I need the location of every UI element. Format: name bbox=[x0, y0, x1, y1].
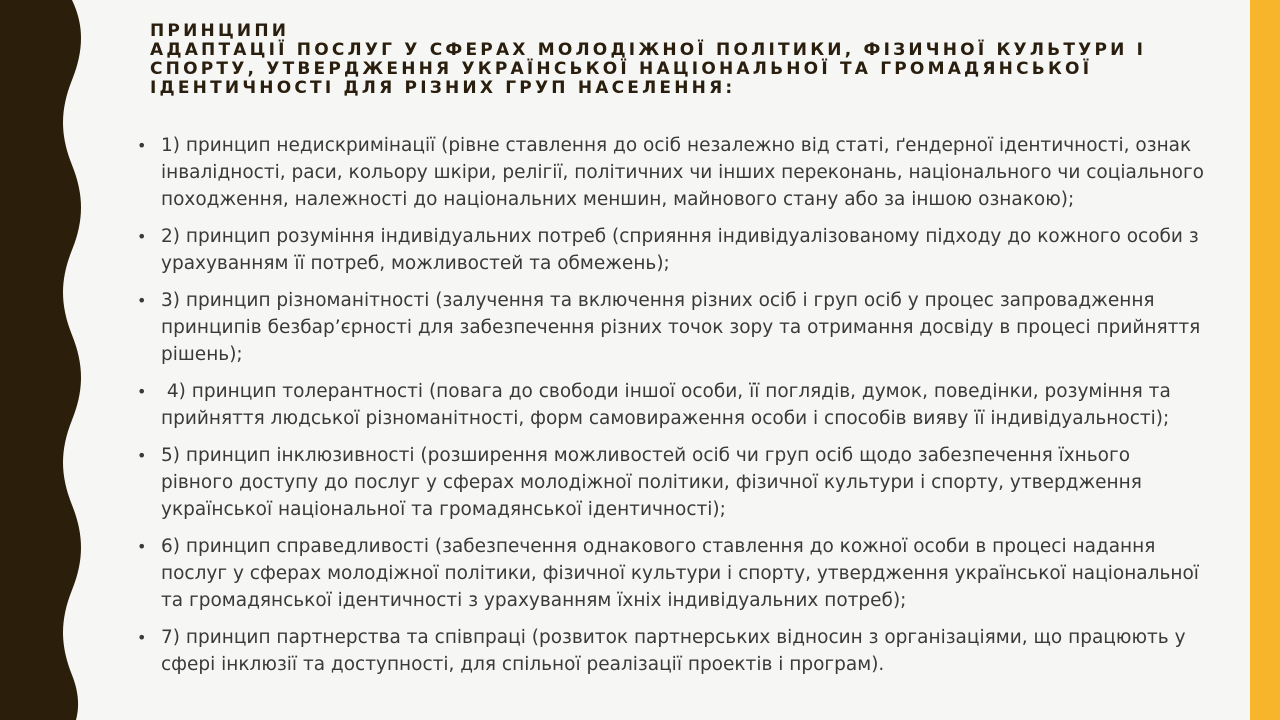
list-item bbox=[137, 533, 1207, 614]
title-line: АДАПТАЦІЇ ПОСЛУГ У СФЕРАХ МОЛОДІЖНОЇ ПОЛІТИКИ, ФІЗИЧНОЇ КУЛЬТУРИ І bbox=[150, 40, 1147, 60]
list-item bbox=[137, 442, 1207, 523]
bullet-icon: • bbox=[137, 628, 147, 647]
bullet-icon: • bbox=[137, 136, 147, 155]
bullet-icon: • bbox=[137, 382, 147, 401]
title-line: ПРИНЦИПИ bbox=[150, 21, 290, 41]
list-item bbox=[137, 132, 1207, 213]
list-item bbox=[137, 223, 1207, 277]
list-item-text: 3) принцип різноманітності (залучення та включення різних осіб і груп осіб у процес запровадження принципів безбар’єрності для забезпечення різних точок зору та отримання досвіду в процесі прийняття рішень); bbox=[161, 290, 1201, 365]
title-line: ІДЕНТИЧНОСТІ ДЛЯ РІЗНИХ ГРУП НАСЕЛЕННЯ: bbox=[150, 78, 736, 98]
list-item bbox=[137, 378, 1207, 432]
title-line: СПОРТУ, УТВЕРДЖЕННЯ УКРАЇНСЬКОЇ НАЦІОНАЛЬНОЇ ТА ГРОМАДЯНСЬКОЇ bbox=[150, 59, 1093, 79]
list-item-text: 1) принцип недискримінації (рівне ставлення до осіб незалежно від статі, ґендерної ідентичності, ознак інвалідності, раси, кольору шкіри, релігії, політичних чи інших переконань, національного чи соціального походження, належності до національних меншин, майнового стану або за іншою ознакою); bbox=[161, 135, 1205, 210]
bullet-icon: • bbox=[137, 537, 147, 556]
list-item-text: 2) принцип розуміння індивідуальних потреб (сприяння індивідуалізованому підходу до кожного особи з урахуванням її потреб, можливостей та обмежень); bbox=[161, 226, 1199, 274]
right-accent-bar bbox=[1250, 0, 1280, 720]
list-item-text: 4) принцип толерантності (повага до свободи іншої особи, її поглядів, думок, поведінки, розуміння та прийняття людської різноманітності, форм самовираження особи і способів вияву її індивідуальності); bbox=[161, 381, 1177, 429]
list-item bbox=[137, 624, 1207, 678]
list-item bbox=[137, 287, 1207, 368]
bullet-icon: • bbox=[137, 227, 147, 246]
bullet-icon: • bbox=[137, 291, 147, 310]
bullet-icon: • bbox=[137, 446, 147, 465]
slide-title bbox=[150, 22, 1150, 98]
list-item-text: 7) принцип партнерства та співпраці (розвиток партнерських відносин з організаціями, що працюють у сфері інклюзії та доступності, для спільної реалізації проектів і програм). bbox=[161, 627, 1186, 675]
list-item-text: 5) принцип інклюзивності (розширення можливостей осіб чи груп осіб щодо забезпечення їхнього рівного доступу до послуг у сферах молодіжної політики, фізичної культури і спорту, утвердження української національної та громадянської ідентичності); bbox=[161, 445, 1142, 520]
list-item-text: 6) принцип справедливості (забезпечення однакового ставлення до кожної особи в процесі надання послуг у сферах молодіжної політики, фізичної культури і спорту, утвердження української національної та громадянської ідентичності з урахуванням їхніх індивідуальних потреб); bbox=[161, 536, 1199, 611]
principles-list bbox=[137, 132, 1207, 688]
wave-shape bbox=[0, 0, 81, 720]
left-wave-decoration bbox=[0, 0, 90, 720]
